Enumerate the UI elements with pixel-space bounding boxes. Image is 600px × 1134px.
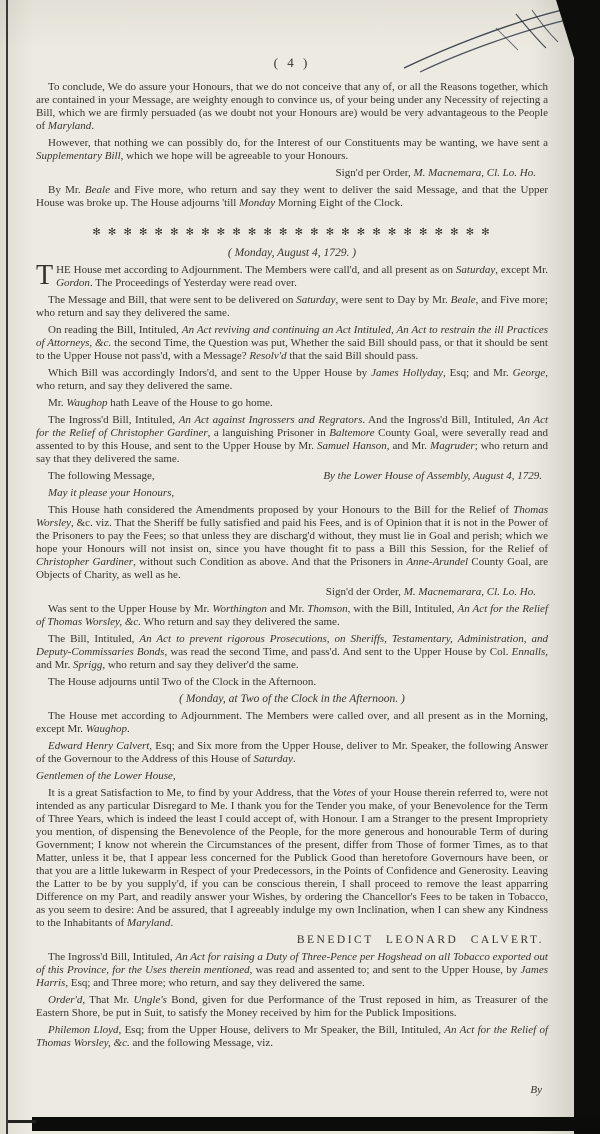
text-run: , Esq; from the Upper House, delivers to Mr Speaker, the Bill, Intituled, [118,1024,445,1036]
paragraph [36,260,548,291]
text-run: . [91,120,95,132]
section-heading [36,247,548,260]
text-run: On reading the Bill, Intituled, [48,324,182,336]
text-run: Saturday [253,753,293,765]
text-run: and Mr. [266,603,308,615]
text-run: , That Mr. [82,994,134,1006]
paragraph [36,137,548,163]
text-run: Beale [84,184,110,196]
split-right [323,470,548,483]
text-run: , and Mr. [36,646,548,671]
text-run: By the Lower House of Assembly, August 4, 1729. [323,470,542,482]
text-run: An Act for the Relief of Thomas Worsley, &c. [36,1024,549,1049]
text-run: Waughop [66,397,108,409]
text-run: Maryland [127,917,171,929]
text-run: Morning Eight of the Clock. [275,197,403,209]
paragraph [36,294,548,320]
paragraph [36,951,548,990]
text-run: This House hath considered the Amendments proposed by your Honours to the Bill for the Relief of [48,504,514,516]
sign-off-line [36,167,548,180]
text-run: An Act to prevent rigorous Prosecutions, on Sheriffs, Testamentary, Administration, and Deputy-Commissaries Bonds [36,633,548,658]
text-run: HE House met according to Adjournment. The Members were call'd, and all present as on [56,264,456,276]
signature-line [36,934,548,947]
text-run: An Act against Ingrossers and Regrators [178,414,363,426]
text-run: , &c. viz. That the Sheriff be fully satisfied and paid his Fees, and is of Opinion that it is not in the Power of the Prisoners to pay the Fees; so that unless they are discharg'd without, they must lie in Goal and perish; which we hope your Honours will not insist on, since you have thought fit to pass a Bill this Session, for the Relief of [36,517,548,555]
paragraph [36,414,548,466]
paragraph [36,81,548,133]
text-run: Order'd [48,994,83,1006]
text-run: . The Proceedings of Yesterday were read over. [89,277,297,289]
text-run: Anne-Arundel [406,556,469,568]
message-attribution-line [36,470,548,483]
paragraph [36,504,548,582]
text-run: , and Mr. [386,440,431,452]
text-run: An Act for raising a Duty of Three-Pence per Hogshead on all Tobacco exported out of this Province, for the Uses therein mentioned [36,951,548,976]
text-run: By Mr. [48,184,85,196]
text-run: , who return and say they deliver'd the same. [102,659,299,671]
text-run: , Esq; and Six more from the Upper House, deliver to Mr. Speaker, the following Answer of the Governour to the Address of this House of [36,740,548,765]
text-run: However, that nothing we can possibly do, for the Interest of our Constituents may be wanting, we have sent a [48,137,548,149]
text-run: Sign'd der Order, [325,586,404,598]
text-run: , Esq; and Mr. [442,367,513,379]
text-run: Resolv'd [249,350,287,362]
text-run: . And the Ingross'd Bill, Intituled, [362,414,518,426]
text-run: BENEDICT LEONARD CALVERT. [296,934,544,946]
text-run: Samuel Hanson [317,440,387,452]
text-run: . [170,917,174,929]
text-run: , was read and assented to; and sent to the Upper House, by [249,964,521,976]
text-run: Thomson [307,603,348,615]
text-run: Maryland [47,120,92,132]
text-run: that the said Bill should pass. [286,350,419,362]
text-run: The House adjourns until Two of the Clock in the Afternoon. [48,676,317,688]
scan-edge-left [6,0,8,1134]
text-run: Was sent to the Upper House by Mr. [48,603,213,615]
text-run: Gordon [56,277,90,289]
text-run: May it please your Honours, [48,487,175,499]
text-run: The following Message, [48,470,155,482]
text-run: Monday [239,197,276,209]
text-run: , without such Condition as above. And that the Prisoners in [133,556,407,568]
section-heading [36,693,548,706]
text-run: Saturday [296,294,336,306]
scan-edge-right [574,0,600,1134]
text-run: Christopher Gardiner [36,556,134,568]
text-run: Sign'd per Order, [335,167,414,179]
page-number: ( 4 ) [273,55,311,70]
page-body [36,56,548,1054]
text-run: Beale [450,294,476,306]
text-run: Edward Henry Calvert [48,740,150,752]
paragraph [36,994,548,1020]
text-run: Votes [332,787,356,799]
paragraph [36,603,548,629]
text-run: County Goal, were severally read and assented to by this House, and sent to the Upper House by Mr. [36,427,548,452]
text-run: An Act for the Relief of Christopher Gardiner [36,414,549,439]
text-run: County Goal, are Objects of Charity, as well as he. [36,556,548,581]
text-run: Sprigg [72,659,103,671]
drop-cap: T [36,260,54,291]
text-run: M. Macnemara, Cl. Lo. Ho. [413,167,536,179]
text-run: , with the Bill, Intituled, [347,603,458,615]
paragraph [36,1024,548,1050]
text-run: , which we hope will be agreeable to your Honours. [120,150,349,162]
text-run: , except Mr. [495,264,548,276]
text-run: The Ingross'd Bill, Intituled, [48,951,176,963]
text-run: ( Monday, August 4, 1729. ) [227,247,357,259]
text-run: Saturday [455,264,496,276]
split-left [36,470,155,483]
text-run: hath Leave of the House to go home. [107,397,273,409]
text-run: Bond, given for due Performance of the Trust reposed in him, as Treasurer of the Eastern Shore, be put in Suit, to satisfy the Money received by him for the Publick Impositions. [36,994,549,1019]
text-run: George [512,367,546,379]
paragraph [36,676,548,689]
text-run: , a languishing Prisoner in [207,427,330,439]
text-run: Waughop [85,723,127,735]
paragraph [36,367,548,393]
text-run: James Harris [36,964,548,989]
text-run: An Act reviving and continuing an Act Intituled, An Act to restrain the ill Practices of Attorneys, &c. [36,324,548,349]
text-run: ; who return and say that they delivered the same. [36,440,548,465]
paragraph [36,184,548,210]
text-run: The Bill, Intituled, [48,633,140,645]
text-run: of your House therein referred to, were not intended as any particular Disregard to Me. I thank you for the Tender you make, of your Benevolence for the Term of Three Years, which is indeed the least I could accept of, with Honour. I am a Stranger to the present Impropriety you mention, of dispensing the Benevolence of the People, for the more generous and honourable Term of during Government; I know not wherein the Circumstances of the present, differ from Those of former Times, as to that Matter, unless it be, that I appear less concerned for the Publick Good than heretofore Governours have been, or that you are a little lukewarm in Respect of your Predecessors, in the Points of Confidence and Generosity. Leaving the Latter to be by you supply'd, if you can be conscious therein, I shall proceed to remove the least apparring Difference on my Part, and readily answer your Wishes, by ordering the Chancellor's Fees to be taken in Tobacco, as you seem to desire: And be assured, that I agreeably indulge my own Inclination, when I can shew any Kindness to the Inhabitants of [36,787,549,929]
paragraph [36,324,548,363]
paragraph [36,633,548,672]
paragraph [36,740,548,766]
text-run: Supplementary Bill [36,150,121,162]
text-run: M. Macnemarara, Cl. Lo. Ho. [403,586,536,598]
sign-off-line [36,586,548,599]
text-run: The House met according to Adjournment. The Members were called over, and all present as in the Morning, except Mr. [36,710,548,735]
text-run: , was read the second Time, and pass'd. And sent to the Upper House by Col. [164,646,512,658]
paragraph [36,770,548,783]
scan-edge-bottom-tail [8,1120,36,1123]
text-run: . [292,753,296,765]
ornament-row: ✻ ✻ ✻ ✻ ✻ ✻ ✻ ✻ ✻ ✻ ✻ ✻ ✻ ✻ ✻ ✻ ✻ ✻ ✻ ✻ ✻ ✻ ✻ ✻ ✻ ✻ [92,227,492,238]
text-run: Thomas Worsley [36,504,548,529]
text-run: Ungle's [133,994,167,1006]
text-run: Mr. [48,397,67,409]
text-run: James Hollyday [371,367,443,379]
scan-edge-bottom [32,1117,600,1131]
paragraph [36,710,548,736]
text-run: , who return, and say they delivered the same. [36,367,548,392]
text-run: Philemon Lloyd [48,1024,119,1036]
text-run: Who return and say they delivered the same. [141,616,340,628]
text-blocks [36,81,548,1050]
catchword: By [530,1084,542,1096]
text-run: The Ingross'd Bill, Intituled, [48,414,179,426]
text-run: Worthington [212,603,267,615]
text-run: and the following Message, viz. [129,1037,273,1049]
text-run: To conclude, We do assure your Honours, that we do not conceive that any of, or all the Reasons together, which are contained in your Message, are weighty enough to convince us, of your being under any Necessity of rejecting a Bill, which we are firmly persuaded (as we doubt not your Honours are) would be very advantageous to the People of [36,81,548,132]
text-run: ( Monday, at Two of the Clock in the Afternoon. ) [179,693,405,705]
text-run: the second Time, the Question was put, Whether the said Bill should pass, or that it should be sent to the Upper House not pass'd, with a Message? [36,337,548,362]
text-run: . [126,723,130,735]
text-run: An Act for the Relief of Thomas Worsley, &c. [36,603,548,628]
text-run: It is a great Satisfaction to Me, to find by your Address, that the [48,787,333,799]
text-run: Ennalls [511,646,546,658]
text-run: Magruder [430,440,475,452]
text-run: Which Bill was accordingly Indors'd, and sent to the Upper House by [48,367,372,379]
text-run: Baltemore [329,427,375,439]
paragraph [36,787,548,930]
text-run: , and Five more; who return and say they delivered the same. [36,294,548,319]
text-run: Gentlemen of the Lower House, [36,770,176,782]
text-run: and Five more, who return and say they went to deliver the said Message, and that the Upper House was broke up. The House adjourns 'till [36,184,548,209]
paragraph [36,397,548,410]
text-run: , Esq; and Three more; who return, and say they delivered the same. [65,977,365,989]
text-run: The Message and Bill, that were sent to be delivered on [48,294,297,306]
paragraph [36,487,548,500]
text-run: , were sent to Day by Mr. [335,294,451,306]
